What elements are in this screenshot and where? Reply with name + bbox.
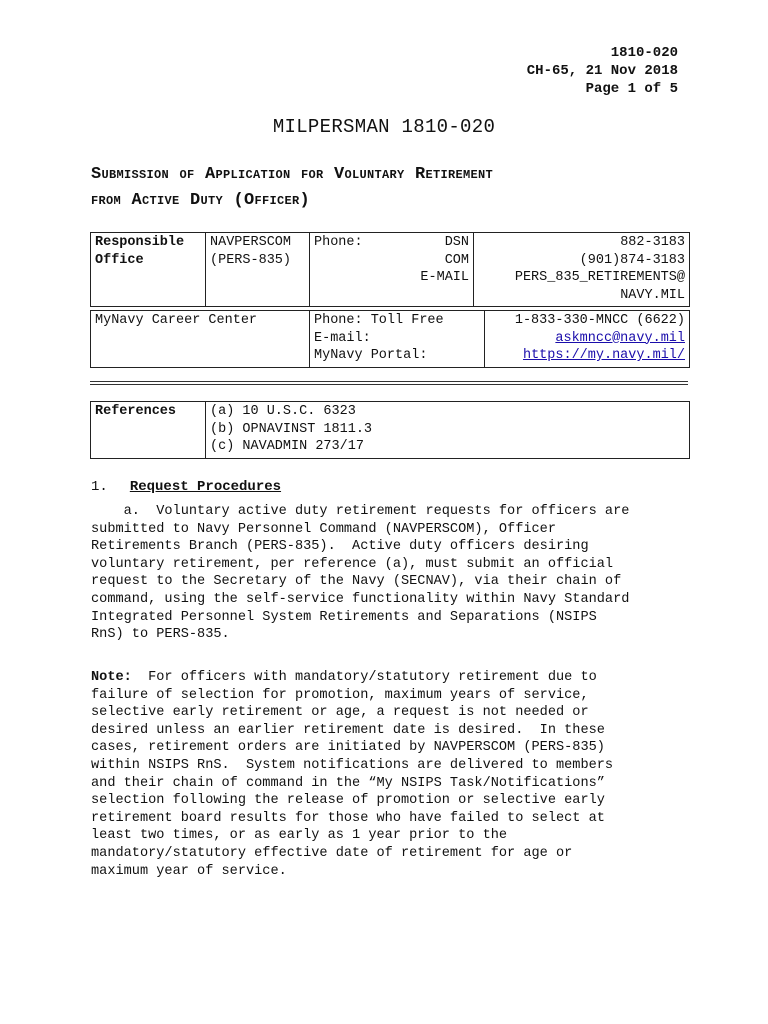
- career-center-values: [485, 311, 690, 368]
- contact-labels: [310, 233, 474, 307]
- office-email-line-1: PERS_835_RETIREMENTS@: [514, 270, 685, 285]
- references-table: [90, 401, 690, 459]
- office-name: NAVPERSCOM (PERS-835): [206, 233, 310, 307]
- reference-a: (a) 10 U.S.C. 6323: [210, 404, 356, 419]
- dsn-number: 882-3183: [620, 235, 685, 250]
- career-center-labels: Phone: Toll Free E-mail: MyNavy Portal:: [310, 311, 485, 368]
- subtitle-line-2: from Active Duty (Officer): [91, 191, 311, 210]
- section-heading: [91, 479, 281, 495]
- page-number: Page 1 of 5: [585, 81, 678, 97]
- note-text: For officers with mandatory/statutory retirement due to failure of selection for promotion, maximum years of service, selective early retirement or age, a request is not needed or desired unless an earlier retirement date is desired. In these cases, retirement orders are initiated by NAVPERSCOM (PERS-835) within NSIPS RnS. System notifications are delivered to members and their chain of command in the “My NSIPS Task/Notifications” selection following the release of promotion or selective early retirement board results for those who have failed to select at least two times, or as early as 1 year prior to the mandatory/statutory effective date of retirement for age or maximum year of service.: [91, 670, 614, 879]
- page-header: [527, 44, 678, 98]
- section-number: 1.: [91, 479, 108, 495]
- responsible-office-label: Responsible Office: [91, 233, 206, 307]
- office-email-line-2: NAVY.MIL: [620, 287, 685, 303]
- section-title: Request Procedures: [129, 479, 282, 495]
- career-center-phone: 1-833-330-MNCC (6622): [514, 313, 685, 328]
- note-label: Note:: [91, 670, 132, 685]
- com-label: COM: [444, 252, 469, 268]
- reference-b: (b) OPNAVINST 1811.3: [210, 421, 373, 437]
- career-center-table: [90, 310, 690, 368]
- contact-values: [474, 233, 690, 307]
- change-date: CH-65, 21 Nov 2018: [526, 63, 678, 79]
- doc-number: 1810-020: [610, 45, 678, 61]
- mynavy-portal-link[interactable]: https://my.navy.mil/: [522, 348, 685, 363]
- paragraph-a: a. Voluntary active duty retirement requests for officers are submitted to Navy Personnel Command (NAVPERSCOM), Officer Retirements Branch (PERS-835). Active duty officers desiring voluntary retirement, per reference (a), must submit an official request to the Secretary of the Navy (SECNAV), via their chain of command, using the self-service functionality within Navy Standard Integrated Personnel System Retirements and Separations (NSIPS RnS) to PERS-835.: [91, 504, 630, 643]
- dsn-label: DSN: [444, 235, 469, 250]
- references-label: References: [91, 402, 206, 459]
- reference-c: (c) NAVADMIN 273/17: [210, 439, 364, 454]
- references-list: [206, 402, 690, 459]
- career-center-name: MyNavy Career Center: [91, 311, 310, 368]
- com-number: (901)874-3183: [579, 252, 685, 268]
- note-paragraph: [91, 669, 691, 880]
- divider-line-2: [90, 384, 688, 385]
- responsible-office-table: [90, 232, 690, 307]
- page-title: MILPERSMAN 1810-020: [272, 116, 496, 138]
- divider-line: [90, 381, 688, 382]
- career-center-email-link[interactable]: askmncc@navy.mil: [555, 330, 685, 346]
- document-subtitle: [91, 162, 691, 214]
- subtitle-line-1: Submission of Application for Voluntary Retirement: [91, 165, 494, 184]
- phone-label: Phone:: [314, 235, 363, 250]
- email-label: E-MAIL: [420, 270, 469, 285]
